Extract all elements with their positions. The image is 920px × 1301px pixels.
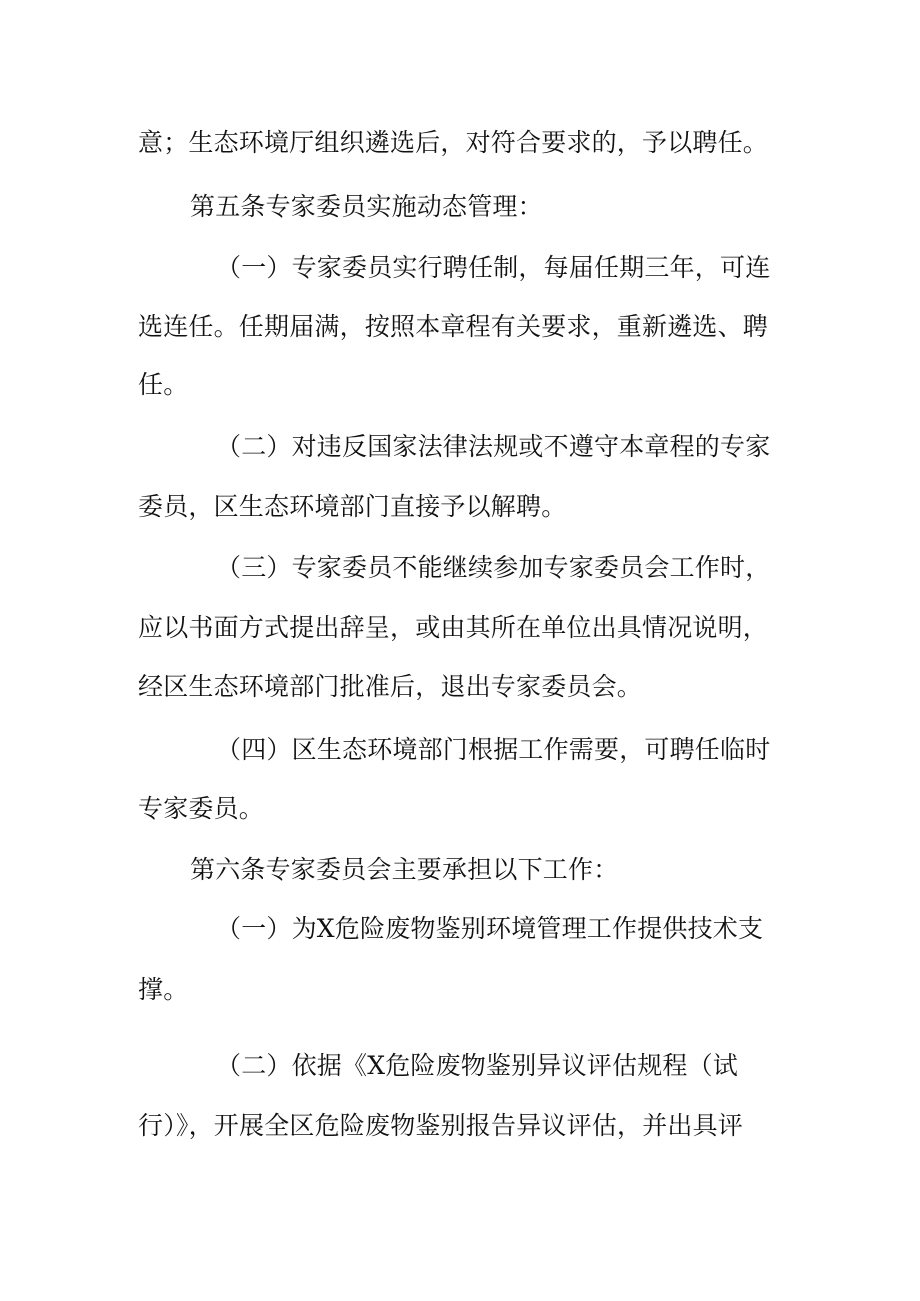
text-line-12: 专家委员。 [138,794,265,823]
text-line-10: 经区生态环境部门批准后，退出专家委员会。 [138,672,643,701]
text-line-11: （四）区生态环境部门根据工作需要，可聘任临时 [216,735,771,764]
text-line-9: 应以书面方式提出辞呈，或由其所在单位出具情况说明， [138,613,769,642]
text-line-16: （二）依据《X危险废物鉴别异议评估规程（试 [216,1051,738,1080]
text-line-15: 撑。 [138,975,189,1004]
text-line-7: 委员，区生态环境部门直接予以解聘。 [138,492,567,521]
text-line-6: （二）对违反国家法律法规或不遵守本章程的专家 [216,432,771,461]
text-line-5: 任。 [138,370,189,399]
text-line-17: 行）》，开展全区危险废物鉴别报告异议评估，并出具评 [138,1111,744,1140]
article-6-heading: 第六条专家委员会主要承担以下工作： [190,855,619,884]
text-line-8: （三）专家委员不能继续参加专家委员会工作时， [216,553,771,582]
article-5-heading: 第五条专家委员实施动态管理： [190,192,543,221]
text-line-14: （一）为X危险废物鉴别环境管理工作提供技术支 [216,914,764,943]
text-line-4: 选连任。任期届满，按照本章程有关要求，重新遴选、聘 [138,312,769,341]
text-line-3: （一）专家委员实行聘任制，每届任期三年，可连 [216,253,771,282]
text-line-1: 意；生态环境厅组织遴选后，对符合要求的，予以聘任。 [138,128,769,157]
